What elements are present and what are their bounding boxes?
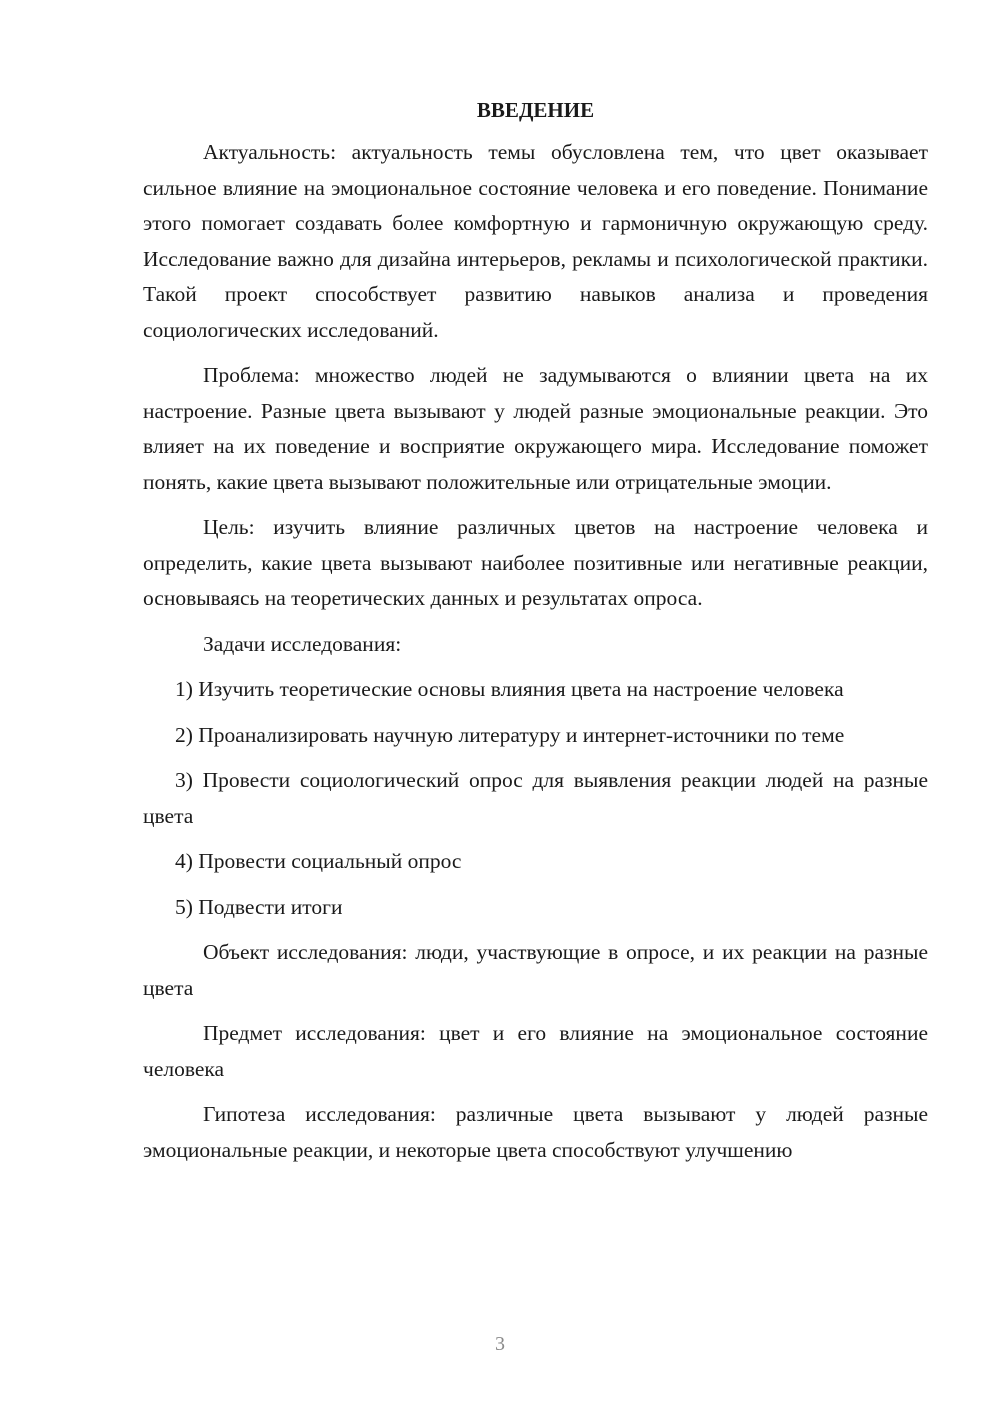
paragraph-relevance: Актуальность: актуальность темы обусловлена тем, что цвет оказывает сильное влияние на эмоциональное состояние человека и его поведение. Понимание этого помогает создавать более комфортную и гармоничную окружающую среду. Исследование важно для дизайна интерьеров, рекламы и психологической практики. Такой проект способствует развитию навыков анализа и проведения социологических исследований.	[143, 140, 928, 342]
paragraph-problem: Проблема: множество людей не задумываются о влиянии цвета на их настроение. Разные цвета вызывают у людей разные эмоциональные реакции. Это влияет на их поведение и восприятие окружающего мира. Исследование поможет понять, какие цвета вызывают положительные или отрицательные эмоции.	[143, 363, 928, 494]
task-item-4: 4) Провести социальный опрос	[175, 849, 462, 873]
paragraph-tasks-heading: Задачи исследования:	[203, 631, 402, 656]
task-item-3: 3) Провести социологический опрос для выявления реакции людей на разные цвета	[143, 768, 928, 828]
paragraph-subject: Предмет исследования: цвет и его влияние на эмоциональное состояние человека	[143, 1021, 928, 1081]
paragraph-hypothesis: Гипотеза исследования: различные цвета вызывают у людей разные эмоциональные реакции, и некоторые цвета способствуют улучшению	[143, 1102, 928, 1162]
task-item-5: 5) Подвести итоги	[175, 894, 343, 919]
document-page	[143, 95, 928, 1178]
page-number: 3	[495, 1333, 505, 1355]
section-title: ВВЕДЕНИЕ	[476, 98, 595, 122]
task-item-2: 2) Проанализировать научную литературу и интернет-источники по теме	[175, 722, 845, 747]
paragraph-object: Объект исследования: люди, участвующие в опросе, и их реакции на разные цвета	[143, 940, 928, 1000]
paragraph-goal: Цель: изучить влияние различных цветов на настроение человека и определить, какие цвета вызывают наиболее позитивные или негативные реакции, основываясь на теоретических данных и результатах опроса.	[143, 515, 928, 610]
task-item-1: 1) Изучить теоретические основы влияния цвета на настроение человека	[175, 677, 844, 701]
